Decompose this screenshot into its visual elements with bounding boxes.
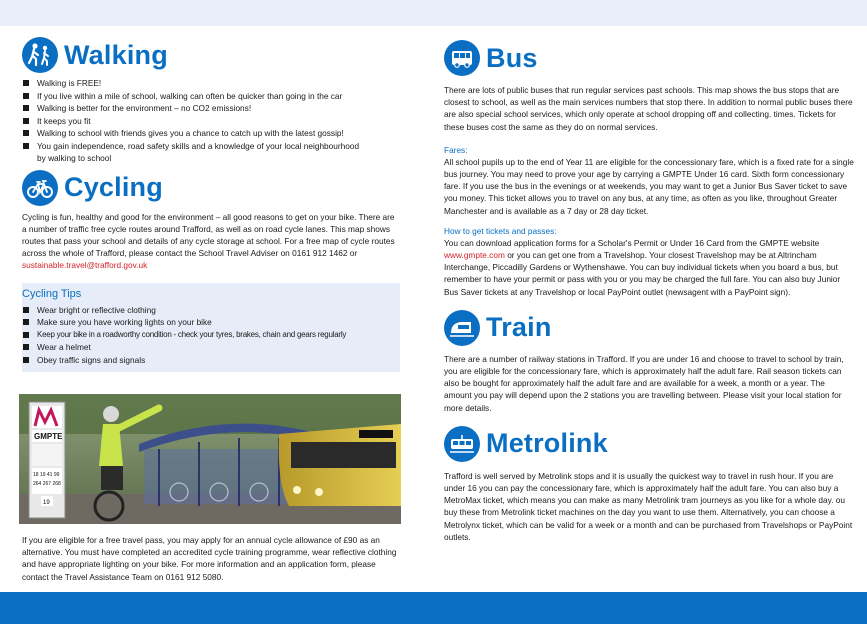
- list-item: Wear bright or reflective clothing: [22, 304, 400, 317]
- bus-title: Bus: [486, 42, 538, 73]
- metrolink-text: Trafford is well served by Metrolink stops and it is usually the quickest way to travel in rush hour. If you are under 16 you can pay the concessionary fare, which is approximately half the adult fare. You can also buy a MetroMax ticket, which means you can make as many Metrolink tram journeys as you like for a whole day. ou buy these from Metrolink ticket machines on the day you want to use them. Alternatively, you can choose a Metrolynx ticket, which can be valid for a week or a month and can be purchased from Travelshops or PayPoint outlets.: [444, 470, 853, 542]
- gmpte-website-link[interactable]: www.gmpte.com: [444, 250, 505, 261]
- sign-brand: GMPTE: [34, 432, 63, 441]
- list-item: It keeps you fit: [22, 115, 400, 128]
- list-item: Make sure you have working lights on your bike: [22, 316, 400, 329]
- left-column: [22, 34, 400, 372]
- right-column: [444, 34, 854, 543]
- bottom-band: [0, 592, 867, 624]
- train-title: Train: [486, 312, 552, 343]
- cycling-tips-box: [22, 283, 400, 373]
- tram-icon: [444, 426, 480, 462]
- bus-icon: [444, 40, 480, 76]
- walking-pedestrians-icon: [22, 37, 58, 73]
- list-item: Walking to school with friends gives you a chance to catch up with the latest gossip!: [22, 127, 400, 140]
- tickets-text-after: or you can get one from a Travelshop. Your closest Travelshop may be at Altrincham Interchange, Piccadilly Gardens or Wythenshawe. You can buy individual tickets when you board a bus, but remember to have your permit or pass with you or you may be charged the full fare. You can also buy Junior Bus Saver tickets at any Travelshop or local PayPoint outlet (newsagent with a PayPoint sign).: [444, 250, 841, 297]
- bus-intro: There are lots of public buses that run regular services past schools. This map shows the bus stops that are closest to school, as well as the main services numbers that stop there. In addition to normal public buses there are also special school services, which only operate at school dropping off and collecting. times. Tickets for these buses cost the same as they do on normal services.: [444, 85, 853, 132]
- sign-stop-numbers-3: 19: [43, 500, 50, 506]
- list-item: Walking is FREE!: [22, 77, 400, 90]
- train-text: There are a number of railway stations in Trafford. If you are under 16 and choose to travel to school by train, you are eligible for the concessionary fare, which is approximately half the adult fare. Rail season tickets can also be bought for approximately half the adult fare and are available for a week, a month or a year. The amount you pay will depend upon the 2 stations you are travelling between. Please visit your local station for more details.: [444, 353, 844, 413]
- cycling-tips-list: [22, 304, 400, 367]
- top-band: [0, 0, 867, 26]
- cycling-title: Cycling: [64, 172, 163, 202]
- cycle-allowance-text: If you are eligible for a free travel pass, you may apply for an annual cycle allowance of £90 as an alternative. You must have completed an accredited cycle training programme, wear reflective clothing and have appropriate lighting on your bike. For more information and an application form, please contact the Travel Assistance Team on 0161 912 5080.: [22, 535, 397, 582]
- list-item: Walking is better for the environment – no CO2 emissions!: [22, 102, 400, 115]
- train-icon: [444, 310, 480, 346]
- list-item: Obey traffic signs and signals: [22, 354, 400, 367]
- cycling-intro-text: Cycling is fun, healthy and good for the environment – all good reasons to get on your bike. There are a number of traffic free cycle routes around Trafford, as well as on road cycle lanes. This map shows routes that pass your school and details of any cycle storage at school. For a free map of cycle routes across the whole of Trafford, please contact the School Travel Adviser on 0161 912 1462 or: [22, 211, 395, 259]
- bus-heading: [444, 37, 854, 79]
- walking-bullet-list: [22, 77, 400, 165]
- metrolink-title: Metrolink: [486, 428, 608, 459]
- cycling-intro: [22, 211, 400, 272]
- sign-stop-numbers-2: 264 267 268: [33, 481, 61, 487]
- fares-text: All school pupils up to the end of Year 11 are eligible for the concessionary fare, which is a fixed rate for a single bus journey. You may need to prove your age by carrying a GMPTE Under 16 card. Sixth form concessionary fare. If you use the bus in the evenings or at weekends, you may want to get a Junior Bus Saver ticket to save you money. This ticket allows you to travel on any bus, at any time, as often as you like, throughout Greater Manchester and is available as a 7 day or 28 day ticket.: [444, 156, 854, 216]
- cycling-tips-title: Cycling Tips: [22, 287, 82, 300]
- list-item: If you live within a mile of school, walking can often be quicker than going in the car: [22, 90, 400, 103]
- tickets-text-before: You can download application forms for a Scholar's Permit or Under 16 Card from the GMPTE website: [444, 237, 820, 248]
- fares-subheading: Fares:: [444, 144, 468, 155]
- sign-stop-numbers-1: 18 19 41 99: [33, 472, 60, 478]
- walking-title: Walking: [64, 39, 168, 70]
- train-heading: [444, 307, 854, 349]
- cyclist-tram-photo: [19, 394, 401, 524]
- metrolink-heading: [444, 423, 854, 465]
- cycling-email-link[interactable]: sustainable.travel@trafford.gov.uk: [22, 260, 148, 271]
- cycling-heading: [22, 167, 400, 209]
- tickets-text: [444, 237, 854, 298]
- bicycle-icon: [22, 170, 58, 206]
- list-item: You gain independence, road safety skills and a knowledge of your local neighbourhood by walking to school: [22, 140, 400, 165]
- cycle-allowance-section: [22, 534, 400, 583]
- list-item: Wear a helmet: [22, 341, 400, 354]
- tickets-subheading: How to get tickets and passes:: [444, 225, 557, 236]
- list-item: Keep your bike in a roadworthy condition - check your tyres, brakes, chain and gears regularly: [22, 329, 400, 342]
- walking-heading: [22, 34, 400, 76]
